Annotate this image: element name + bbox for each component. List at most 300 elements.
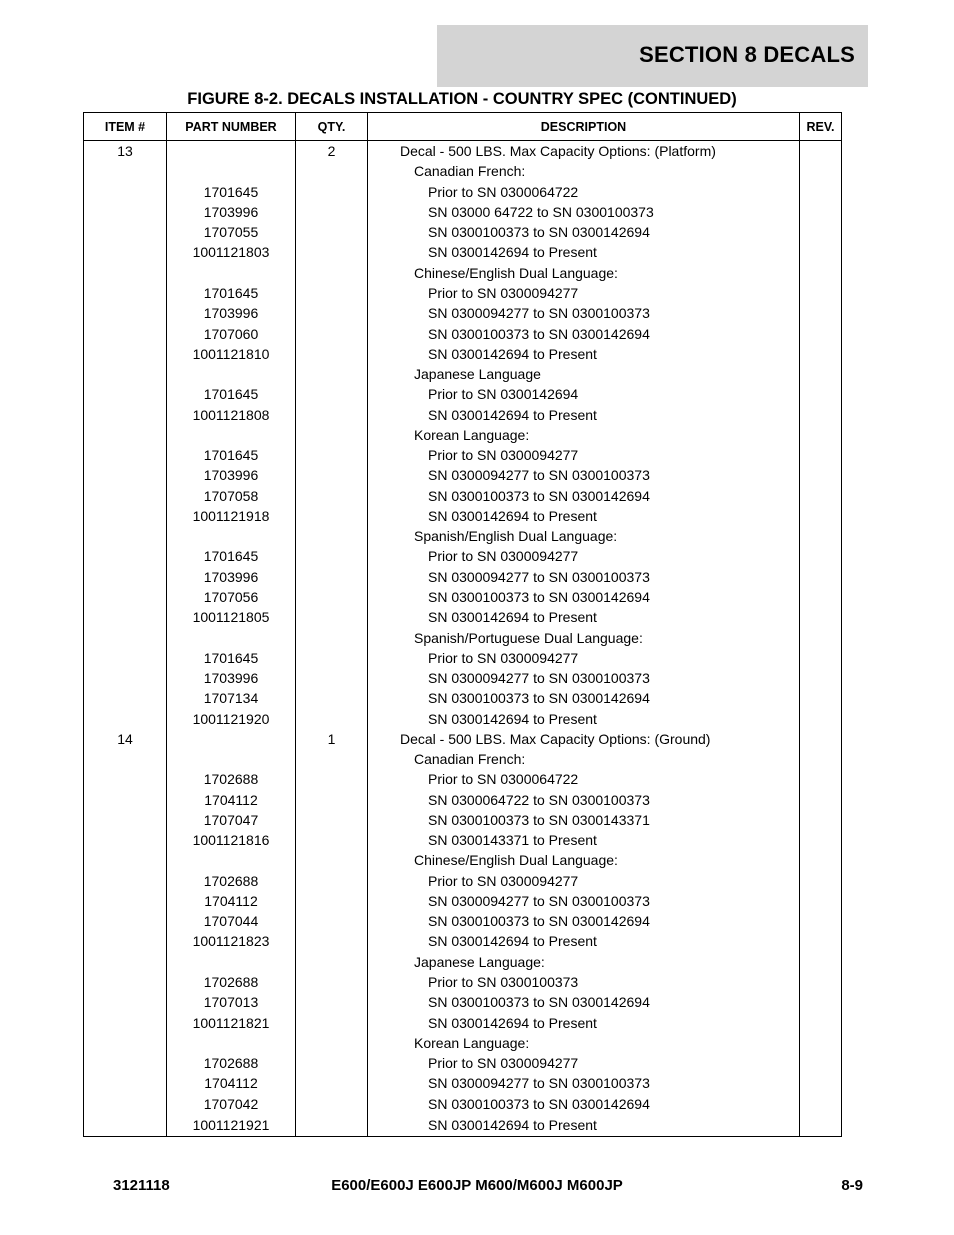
table-row	[84, 668, 842, 688]
qty-cell	[296, 486, 368, 506]
item-cell	[84, 769, 167, 789]
column-header-description: DESCRIPTION	[368, 113, 800, 141]
item-cell	[84, 850, 167, 870]
part-number-cell: 1701645	[167, 182, 296, 202]
item-cell	[84, 830, 167, 850]
rev-cell	[800, 445, 842, 465]
description-cell: SN 0300100373 to SN 0300142694	[368, 992, 800, 1012]
description-cell: SN 0300142694 to Present	[368, 1012, 800, 1032]
qty-cell	[296, 303, 368, 323]
qty-cell	[296, 546, 368, 566]
description-cell: Canadian French:	[368, 161, 800, 181]
item-cell	[84, 790, 167, 810]
table-row	[84, 850, 842, 870]
table-row	[84, 607, 842, 627]
part-number-cell: 1001121823	[167, 931, 296, 951]
rev-cell	[800, 222, 842, 242]
rev-cell	[800, 1114, 842, 1137]
rev-cell	[800, 1093, 842, 1113]
item-cell	[84, 871, 167, 891]
table-header-row	[84, 113, 842, 141]
table-row	[84, 1033, 842, 1053]
item-cell	[84, 607, 167, 627]
part-number-cell: 1704112	[167, 891, 296, 911]
table-row	[84, 830, 842, 850]
description-cell: Chinese/English Dual Language:	[368, 850, 800, 870]
table-row	[84, 1114, 842, 1137]
qty-cell	[296, 283, 368, 303]
rev-cell	[800, 364, 842, 384]
column-header-qty: QTY.	[296, 113, 368, 141]
qty-cell: 1	[296, 729, 368, 749]
part-number-cell: 1703996	[167, 465, 296, 485]
rev-cell	[800, 810, 842, 830]
description-cell: SN 0300100373 to SN 0300142694	[368, 222, 800, 242]
column-header-rev: REV.	[800, 113, 842, 141]
qty-cell	[296, 182, 368, 202]
table-row	[84, 425, 842, 445]
description-cell: Canadian French:	[368, 749, 800, 769]
qty-cell	[296, 850, 368, 870]
table-row	[84, 627, 842, 647]
part-number-cell	[167, 952, 296, 972]
item-cell	[84, 749, 167, 769]
description-cell: SN 0300100373 to SN 0300142694	[368, 323, 800, 343]
qty-cell	[296, 1073, 368, 1093]
description-cell: Prior to SN 0300094277	[368, 546, 800, 566]
table-row	[84, 952, 842, 972]
description-cell: SN 0300100373 to SN 0300142694	[368, 587, 800, 607]
description-cell: Spanish/English Dual Language:	[368, 526, 800, 546]
qty-cell	[296, 627, 368, 647]
description-cell: SN 0300142694 to Present	[368, 404, 800, 424]
description-cell: SN 0300094277 to SN 0300100373	[368, 891, 800, 911]
item-cell	[84, 283, 167, 303]
item-cell	[84, 364, 167, 384]
qty-cell	[296, 425, 368, 445]
item-cell	[84, 931, 167, 951]
qty-cell	[296, 952, 368, 972]
item-cell	[84, 384, 167, 404]
model-list: E600/E600J E600JP M600/M600J M600JP	[331, 1177, 623, 1194]
part-number-cell: 1001121816	[167, 830, 296, 850]
description-cell: SN 0300142694 to Present	[368, 931, 800, 951]
qty-cell	[296, 992, 368, 1012]
rev-cell	[800, 1073, 842, 1093]
table-row	[84, 567, 842, 587]
qty-cell	[296, 242, 368, 262]
qty-cell	[296, 648, 368, 668]
rev-cell	[800, 384, 842, 404]
part-number-cell	[167, 1033, 296, 1053]
part-number-cell: 1707013	[167, 992, 296, 1012]
qty-cell	[296, 222, 368, 242]
rev-cell	[800, 1053, 842, 1073]
part-number-cell	[167, 141, 296, 162]
figure-title: FIGURE 8-2. DECALS INSTALLATION - COUNTRY SPEC (CONTINUED)	[187, 90, 737, 108]
table-row	[84, 1073, 842, 1093]
table-row	[84, 303, 842, 323]
qty-cell	[296, 668, 368, 688]
item-cell	[84, 708, 167, 728]
qty-cell	[296, 587, 368, 607]
table-row	[84, 141, 842, 162]
description-cell: Spanish/Portuguese Dual Language:	[368, 627, 800, 647]
rev-cell	[800, 850, 842, 870]
qty-cell	[296, 749, 368, 769]
qty-cell	[296, 1033, 368, 1053]
part-number-cell: 1707134	[167, 688, 296, 708]
part-number-cell: 1703996	[167, 202, 296, 222]
description-cell: SN 0300142694 to Present	[368, 607, 800, 627]
rev-cell	[800, 708, 842, 728]
item-cell	[84, 202, 167, 222]
rev-cell	[800, 567, 842, 587]
part-number-cell: 1707044	[167, 911, 296, 931]
description-cell: SN 0300143371 to Present	[368, 830, 800, 850]
qty-cell	[296, 810, 368, 830]
qty-cell	[296, 790, 368, 810]
part-number-cell: 1701645	[167, 546, 296, 566]
item-cell	[84, 506, 167, 526]
table-row	[84, 1012, 842, 1032]
qty-cell	[296, 526, 368, 546]
qty-cell	[296, 263, 368, 283]
rev-cell	[800, 749, 842, 769]
description-cell: Prior to SN 0300064722	[368, 182, 800, 202]
item-cell: 13	[84, 141, 167, 162]
rev-cell	[800, 465, 842, 485]
rev-cell	[800, 182, 842, 202]
qty-cell	[296, 972, 368, 992]
part-number-cell: 1704112	[167, 790, 296, 810]
item-cell	[84, 587, 167, 607]
description-cell: Prior to SN 0300094277	[368, 283, 800, 303]
description-cell: SN 0300100373 to SN 0300142694	[368, 486, 800, 506]
qty-cell	[296, 830, 368, 850]
part-number-cell: 1001121803	[167, 242, 296, 262]
rev-cell	[800, 769, 842, 789]
qty-cell	[296, 891, 368, 911]
table-row	[84, 729, 842, 749]
table-row	[84, 404, 842, 424]
qty-cell	[296, 465, 368, 485]
description-cell: Decal - 500 LBS. Max Capacity Options: (Platform)	[368, 141, 800, 162]
description-cell: Korean Language:	[368, 425, 800, 445]
rev-cell	[800, 648, 842, 668]
part-number-cell	[167, 749, 296, 769]
item-cell	[84, 1114, 167, 1137]
table-row	[84, 911, 842, 931]
table-row	[84, 506, 842, 526]
description-cell: SN 0300100373 to SN 0300143371	[368, 810, 800, 830]
table-row	[84, 202, 842, 222]
table-row	[84, 769, 842, 789]
part-number-cell: 1001121920	[167, 708, 296, 728]
table-row	[84, 749, 842, 769]
doc-number: 3121118	[113, 1177, 170, 1194]
part-number-cell: 1703996	[167, 567, 296, 587]
item-cell	[84, 1093, 167, 1113]
table-row	[84, 242, 842, 262]
part-number-cell: 1001121805	[167, 607, 296, 627]
table-row	[84, 182, 842, 202]
part-number-cell: 1702688	[167, 972, 296, 992]
rev-cell	[800, 587, 842, 607]
qty-cell	[296, 607, 368, 627]
rev-cell	[800, 404, 842, 424]
item-cell	[84, 323, 167, 343]
table-row	[84, 931, 842, 951]
part-number-cell	[167, 526, 296, 546]
item-cell	[84, 263, 167, 283]
description-cell: SN 0300100373 to SN 0300142694	[368, 1093, 800, 1113]
description-cell: Decal - 500 LBS. Max Capacity Options: (Ground)	[368, 729, 800, 749]
table-row	[84, 344, 842, 364]
item-cell	[84, 1073, 167, 1093]
rev-cell	[800, 323, 842, 343]
description-cell: SN 0300100373 to SN 0300142694	[368, 911, 800, 931]
item-cell	[84, 526, 167, 546]
qty-cell	[296, 708, 368, 728]
qty-cell	[296, 1093, 368, 1113]
qty-cell	[296, 202, 368, 222]
qty-cell	[296, 364, 368, 384]
part-number-cell: 1703996	[167, 668, 296, 688]
item-cell	[84, 810, 167, 830]
item-cell	[84, 182, 167, 202]
part-number-cell	[167, 627, 296, 647]
table-row	[84, 992, 842, 1012]
parts-table	[83, 112, 842, 1137]
part-number-cell: 1001121821	[167, 1012, 296, 1032]
rev-cell	[800, 688, 842, 708]
item-cell	[84, 992, 167, 1012]
rev-cell	[800, 263, 842, 283]
rev-cell	[800, 486, 842, 506]
item-cell	[84, 242, 167, 262]
item-cell	[84, 303, 167, 323]
rev-cell	[800, 871, 842, 891]
part-number-cell: 1702688	[167, 1053, 296, 1073]
part-number-cell: 1707047	[167, 810, 296, 830]
rev-cell	[800, 161, 842, 181]
rev-cell	[800, 931, 842, 951]
item-cell	[84, 161, 167, 181]
item-cell	[84, 1012, 167, 1032]
qty-cell: 2	[296, 141, 368, 162]
description-cell: Prior to SN 0300064722	[368, 769, 800, 789]
qty-cell	[296, 506, 368, 526]
item-cell	[84, 1033, 167, 1053]
table-body	[84, 141, 842, 1137]
item-cell	[84, 1053, 167, 1073]
part-number-cell: 1707042	[167, 1093, 296, 1113]
table-row	[84, 648, 842, 668]
table-row	[84, 263, 842, 283]
column-header-item: ITEM #	[84, 113, 167, 141]
item-cell	[84, 344, 167, 364]
item-cell	[84, 222, 167, 242]
item-cell	[84, 465, 167, 485]
table-row	[84, 810, 842, 830]
rev-cell	[800, 242, 842, 262]
part-number-cell: 1703996	[167, 303, 296, 323]
table-row	[84, 323, 842, 343]
description-cell: Prior to SN 0300094277	[368, 648, 800, 668]
description-cell: Korean Language:	[368, 1033, 800, 1053]
description-cell: SN 0300094277 to SN 0300100373	[368, 465, 800, 485]
qty-cell	[296, 323, 368, 343]
part-number-cell	[167, 425, 296, 445]
description-cell: Prior to SN 0300094277	[368, 871, 800, 891]
qty-cell	[296, 161, 368, 181]
part-number-cell: 1001121921	[167, 1114, 296, 1137]
table-row	[84, 790, 842, 810]
rev-cell	[800, 911, 842, 931]
item-cell: 14	[84, 729, 167, 749]
part-number-cell: 1001121810	[167, 344, 296, 364]
rev-cell	[800, 627, 842, 647]
rev-cell	[800, 1033, 842, 1053]
qty-cell	[296, 567, 368, 587]
section-title: SECTION 8 DECALS	[639, 42, 855, 67]
table-row	[84, 465, 842, 485]
description-cell: Chinese/English Dual Language:	[368, 263, 800, 283]
table-row	[84, 546, 842, 566]
description-cell: Japanese Language:	[368, 952, 800, 972]
table-row	[84, 222, 842, 242]
item-cell	[84, 688, 167, 708]
item-cell	[84, 668, 167, 688]
rev-cell	[800, 891, 842, 911]
rev-cell	[800, 202, 842, 222]
item-cell	[84, 486, 167, 506]
table-row	[84, 364, 842, 384]
qty-cell	[296, 344, 368, 364]
description-cell: SN 0300142694 to Present	[368, 506, 800, 526]
description-cell: SN 0300094277 to SN 0300100373	[368, 668, 800, 688]
rev-cell	[800, 992, 842, 1012]
rev-cell	[800, 972, 842, 992]
rev-cell	[800, 546, 842, 566]
description-cell: SN 0300142694 to Present	[368, 344, 800, 364]
table-row	[84, 526, 842, 546]
qty-cell	[296, 769, 368, 789]
qty-cell	[296, 384, 368, 404]
part-number-cell: 1701645	[167, 283, 296, 303]
item-cell	[84, 627, 167, 647]
qty-cell	[296, 911, 368, 931]
table-row	[84, 587, 842, 607]
item-cell	[84, 891, 167, 911]
table-row	[84, 1053, 842, 1073]
qty-cell	[296, 404, 368, 424]
item-cell	[84, 404, 167, 424]
item-cell	[84, 972, 167, 992]
rev-cell	[800, 830, 842, 850]
table-row	[84, 161, 842, 181]
part-number-cell	[167, 364, 296, 384]
rev-cell	[800, 506, 842, 526]
part-number-cell: 1702688	[167, 871, 296, 891]
description-cell: Prior to SN 0300142694	[368, 384, 800, 404]
column-header-part-number: PART NUMBER	[167, 113, 296, 141]
qty-cell	[296, 871, 368, 891]
description-cell: SN 03000 64722 to SN 0300100373	[368, 202, 800, 222]
description-cell: Prior to SN 0300094277	[368, 445, 800, 465]
table-row	[84, 708, 842, 728]
qty-cell	[296, 1012, 368, 1032]
description-cell: SN 0300094277 to SN 0300100373	[368, 303, 800, 323]
qty-cell	[296, 1114, 368, 1137]
description-cell: SN 0300142694 to Present	[368, 708, 800, 728]
description-cell: SN 0300100373 to SN 0300142694	[368, 688, 800, 708]
description-cell: SN 0300094277 to SN 0300100373	[368, 567, 800, 587]
description-cell: Prior to SN 0300100373	[368, 972, 800, 992]
rev-cell	[800, 303, 842, 323]
table-row	[84, 445, 842, 465]
part-number-cell	[167, 263, 296, 283]
item-cell	[84, 648, 167, 668]
part-number-cell: 1707060	[167, 323, 296, 343]
rev-cell	[800, 607, 842, 627]
item-cell	[84, 952, 167, 972]
rev-cell	[800, 790, 842, 810]
rev-cell	[800, 952, 842, 972]
section-banner	[437, 25, 868, 87]
rev-cell	[800, 141, 842, 162]
rev-cell	[800, 283, 842, 303]
item-cell	[84, 911, 167, 931]
qty-cell	[296, 688, 368, 708]
part-number-cell	[167, 729, 296, 749]
qty-cell	[296, 1053, 368, 1073]
qty-cell	[296, 445, 368, 465]
part-number-cell: 1701645	[167, 648, 296, 668]
part-number-cell: 1704112	[167, 1073, 296, 1093]
rev-cell	[800, 526, 842, 546]
table-row	[84, 384, 842, 404]
item-cell	[84, 546, 167, 566]
part-number-cell: 1707055	[167, 222, 296, 242]
rev-cell	[800, 425, 842, 445]
part-number-cell: 1707056	[167, 587, 296, 607]
part-number-cell: 1701645	[167, 445, 296, 465]
qty-cell	[296, 931, 368, 951]
part-number-cell: 1001121918	[167, 506, 296, 526]
table-row	[84, 688, 842, 708]
table-row	[84, 871, 842, 891]
table-row	[84, 891, 842, 911]
page-number: 8-9	[841, 1177, 863, 1194]
table-row	[84, 486, 842, 506]
rev-cell	[800, 344, 842, 364]
description-cell: SN 0300064722 to SN 0300100373	[368, 790, 800, 810]
description-cell: Japanese Language	[368, 364, 800, 384]
item-cell	[84, 445, 167, 465]
description-cell: SN 0300094277 to SN 0300100373	[368, 1073, 800, 1093]
description-cell: Prior to SN 0300094277	[368, 1053, 800, 1073]
table-row	[84, 283, 842, 303]
part-number-cell: 1001121808	[167, 404, 296, 424]
description-cell: SN 0300142694 to Present	[368, 242, 800, 262]
item-cell	[84, 567, 167, 587]
description-cell: SN 0300142694 to Present	[368, 1114, 800, 1137]
item-cell	[84, 425, 167, 445]
rev-cell	[800, 729, 842, 749]
part-number-cell: 1702688	[167, 769, 296, 789]
